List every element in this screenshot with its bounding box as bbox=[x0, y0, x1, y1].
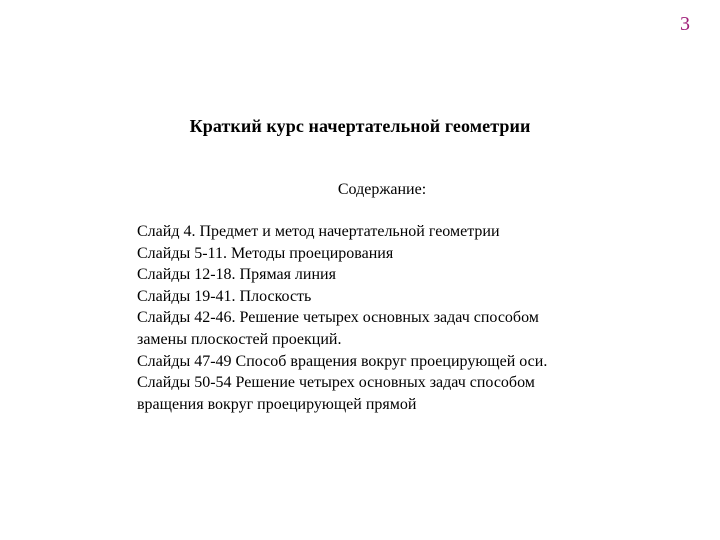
contents-line: Слайды 50-54 Решение четырех основных задач способом bbox=[137, 374, 535, 392]
contents-heading: Содержание: bbox=[337, 181, 427, 198]
contents-line: Слайды 42-46. Решение четырех основных задач способом bbox=[137, 309, 539, 327]
contents-line: Слайды 5-11. Методы проецирования bbox=[137, 244, 394, 262]
contents-line: Слайды 19-41. Плоскость bbox=[137, 287, 312, 305]
contents-line: Слайды 12-18. Прямая линия bbox=[137, 266, 336, 284]
contents-list bbox=[137, 221, 657, 415]
contents-line: Слайд 4. Предмет и метод начертательной геометрии bbox=[137, 223, 500, 240]
contents-line: вращения вокруг проецирующей прямой bbox=[137, 395, 417, 413]
slide-number: 3 bbox=[680, 13, 690, 35]
slide-title: Краткий курс начертательной геометрии bbox=[189, 116, 531, 136]
contents-line: Слайды 47-49 Способ вращения вокруг проецирующей оси. bbox=[137, 352, 548, 370]
contents-line: замены плоскостей проекций. bbox=[137, 330, 342, 348]
